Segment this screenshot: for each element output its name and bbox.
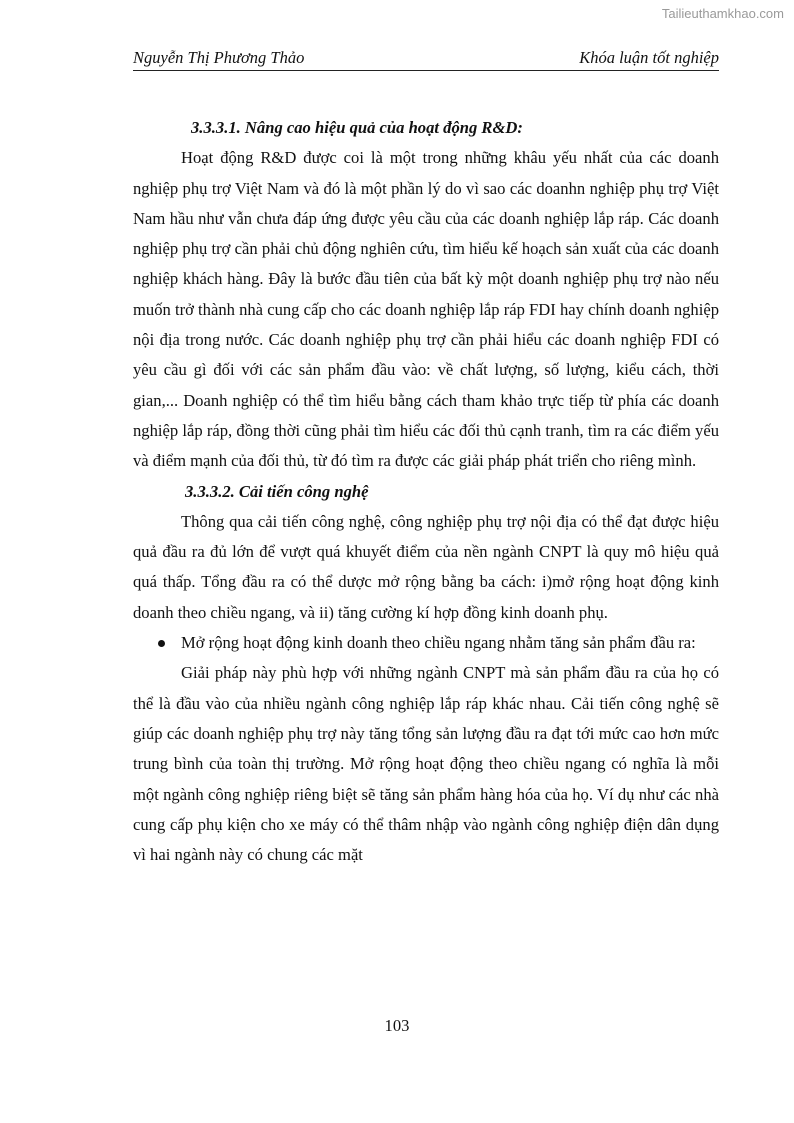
page-content — [133, 113, 719, 870]
section-title-technology: 3.3.3.2. Cải tiến công nghệ — [185, 481, 369, 501]
paragraph-horizontal-expansion: Giải pháp này phù hợp với những ngành CNPT mà sản phẩm đầu ra của họ có thể là đầu vào của nhiều ngành công nghiệp lắp ráp khác nhau. Cải tiến công nghệ sẽ giúp các doanh nghiệp phụ trợ này tăng tổng sản lượng đầu ra đạt tới mức cao hơn mức trung bình của toàn thị trường. Mở rộng hoạt động theo chiều ngang có nghĩa là mỗi một ngành công nghiệp riêng biệt sẽ tăng sản phẩm hàng hóa của họ. Ví dụ như các nhà cung cấp phụ kiện cho xe máy có thể thâm nhập vào ngành công nghiệp điện dân dụng vì hai ngành này có chung các mặt — [133, 663, 719, 865]
bullet-text: Mở rộng hoạt động kinh doanh theo chiều ngang nhằm tăng sản phẩm đầu ra: — [181, 633, 696, 653]
header-doc-type: Khóa luận tốt nghiệp — [579, 48, 719, 67]
header-author: Nguyễn Thị Phương Thảo — [133, 48, 305, 67]
bullet-item — [133, 628, 719, 658]
paragraph-technology: Thông qua cải tiến công nghệ, công nghiệp phụ trợ nội địa có thể đạt được hiệu quả đầu ra đủ lớn để vượt quá khuyết điểm của nền ngành CNPT là quy mô hiệu quả quá thấp. Tổng đầu ra có thể dược mở rộng bằng ba cách: i)mở rộng hoạt động kinh doanh theo chiều ngang, và ii) tăng cường kí hợp đồng kinh doanh phụ. — [133, 511, 719, 622]
bullet-icon — [158, 640, 165, 647]
page-number: 103 — [384, 1016, 410, 1035]
page-header — [133, 48, 719, 71]
paragraph-rd: Hoạt động R&D được coi là một trong những khâu yếu nhất của các doanh nghiệp phụ trợ Việt Nam và đó là một phần lý do vì sao các doanhn nghiệp phụ trợ Việt Nam hầu như vẫn chưa đáp ứng được yêu cầu của các doanh nghiệp lắp ráp. Các doanh nghiệp phụ trợ cần phải chủ động nghiên cứu, tìm hiểu kế hoạch sản xuất của các doanh nghiệp khách hàng. Đây là bước đầu tiên của bất kỳ một doanh nghiệp phụ trợ nào nếu muốn trở thành nhà cung cấp cho các doanh nghiệp lắp ráp FDI hay chính doanh nghiệp nội địa trong nước. Các doanh nghiệp phụ trợ cần phải hiểu các doanh nghiệp FDI có yêu cầu gì đối với các sản phẩm đầu vào: về chất lượng, số lượng, kiểu cách, thời gian,... Doanh nghiệp có thể tìm hiểu bằng cách tham khảo trực tiếp từ phía các doanh nghiệp lắp ráp, đồng thời cũng phải tìm hiểu các đối thủ cạnh tranh, tìm ra các điểm yếu và điểm mạnh của đối thủ, từ đó tìm ra được các giải pháp phát triển cho riêng mình. — [133, 148, 719, 471]
watermark: Tailieuthamkhao.com — [661, 6, 784, 21]
section-title-rd: 3.3.3.1. Nâng cao hiệu quả của hoạt động R&D: — [191, 118, 523, 137]
